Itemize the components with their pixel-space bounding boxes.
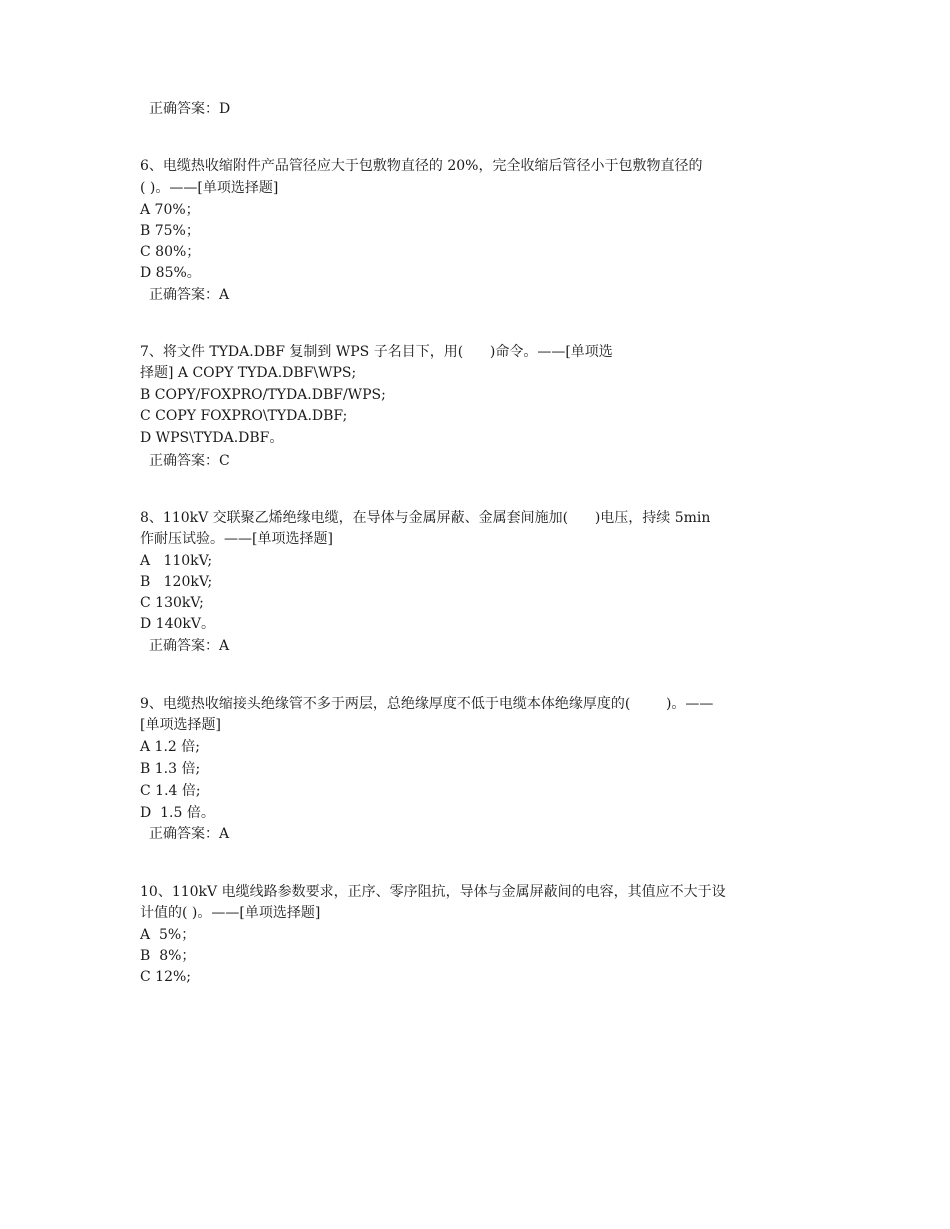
question-8-line-2: 作耐压试验。——[单项选择题] bbox=[140, 531, 333, 547]
question-6-answer: 正确答案：A bbox=[149, 287, 230, 303]
question-7-answer: 正确答案：C bbox=[149, 453, 230, 469]
question-9-line-1: 9、电缆热收缩接头绝缘管不多于两层，总绝缘厚度不低于电缆本体绝缘厚度的( )。—— bbox=[140, 696, 714, 712]
question-6-option-a: A 70%； bbox=[140, 202, 200, 218]
question-8-option-c: C 130kV; bbox=[140, 595, 204, 611]
question-6-option-d: D 85%。 bbox=[140, 265, 201, 281]
question-7-option-d: D WPS\TYDA.DBF。 bbox=[140, 430, 284, 446]
question-9-option-c: C 1.4 倍; bbox=[140, 783, 201, 799]
question-9-option-b: B 1.3 倍; bbox=[140, 761, 201, 777]
question-8-option-b: B 120kV; bbox=[140, 574, 213, 590]
question-6-line-2: ( )。——[单项选择题] bbox=[140, 180, 279, 196]
question-8-line-1: 8、110kV 交联聚乙烯绝缘电缆，在导体与金属屏蔽、金属套间施加( )电压，持续 5min bbox=[140, 510, 711, 526]
question-6-option-c: C 80%； bbox=[140, 244, 201, 260]
question-8-answer: 正确答案：A bbox=[149, 638, 230, 654]
question-7-line-1: 7、将文件 TYDA.DBF 复制到 WPS 子名目下，用( )命令。——[单项选 bbox=[140, 344, 613, 360]
answer-line: 正确答案：D bbox=[149, 101, 231, 117]
question-6-option-b: B 75%； bbox=[140, 223, 200, 239]
question-10-line-1: 10、110kV 电缆线路参数要求，正序、零序阻抗，导体与金属屏蔽间的电容，其值应不大于设 bbox=[140, 884, 726, 900]
question-10-option-c: C 12%; bbox=[140, 969, 191, 985]
question-7-line-2: 择题] A COPY TYDA.DBF\WPS; bbox=[140, 365, 357, 381]
question-10-option-a: A 5%； bbox=[140, 927, 196, 943]
question-10-line-2: 计值的( )。——[单项选择题] bbox=[140, 905, 321, 921]
question-7-option-c: C COPY FOXPRO\TYDA.DBF; bbox=[140, 408, 348, 424]
question-6-line-1: 6、电缆热收缩附件产品管径应大于包敷物直径的 20%，完全收缩后管径小于包敷物直径的 bbox=[140, 158, 703, 174]
question-8-option-a: A 110kV; bbox=[140, 553, 213, 569]
question-8-option-d: D 140kV。 bbox=[140, 616, 215, 632]
question-9-answer: 正确答案：A bbox=[149, 826, 230, 842]
question-9-option-a: A 1.2 倍; bbox=[140, 739, 200, 755]
question-9-line-2: [单项选择题] bbox=[140, 717, 221, 733]
question-9-option-d: D 1.5 倍。 bbox=[140, 805, 215, 821]
question-10-option-b: B 8%； bbox=[140, 948, 196, 964]
question-7-option-b: B COPY/FOXPRO/TYDA.DBF/WPS; bbox=[140, 387, 386, 403]
